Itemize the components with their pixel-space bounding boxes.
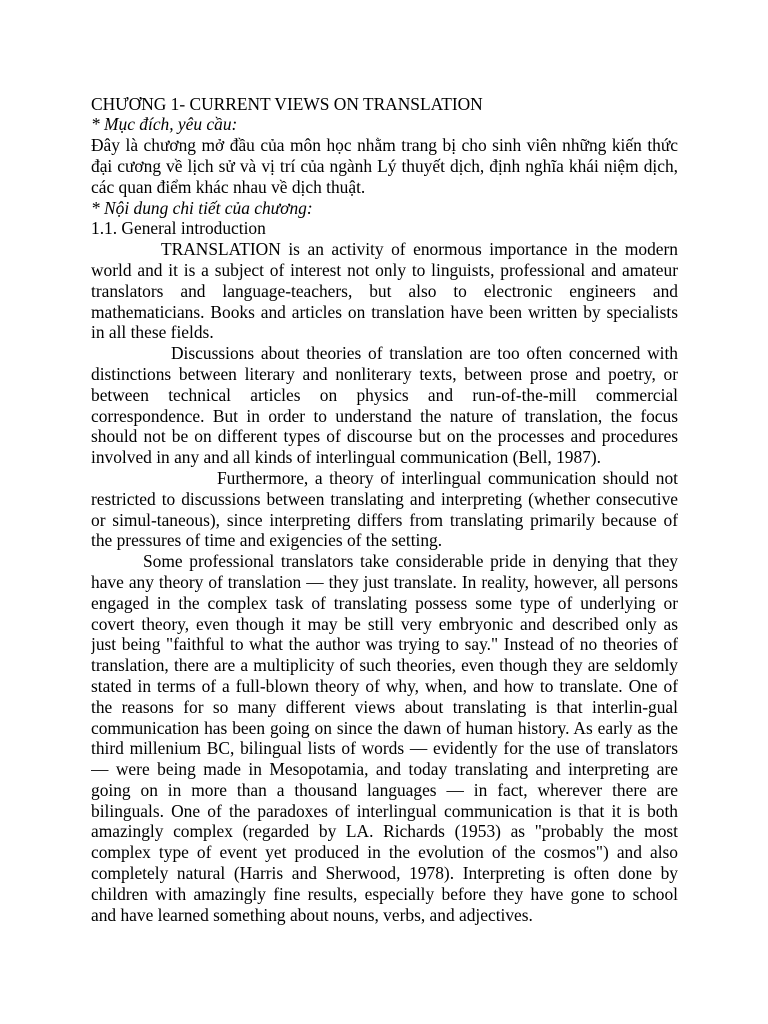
text-line: Some professional translators take considerable pride in denying that they [143, 551, 678, 572]
text-line: TRANSLATION is an activity of enormous importance in the modern [161, 239, 678, 260]
text-line: translators and language-teachers, but also to electronic engineers and [91, 280, 678, 301]
objectives-label: * Mục đích, yêu cầu: [91, 114, 238, 135]
text-line: completely natural (Harris and Sherwood, 1978). Interpreting is often done by [91, 863, 678, 884]
text-line: amazingly complex (regarded by LA. Richards (1953) as "probably the most [91, 821, 678, 842]
text-line: stated in terms of a full-blown theory of why, when, and how to translate. One of [91, 675, 678, 696]
objectives-paragraph [91, 135, 678, 197]
chapter-heading: CHƯƠNG 1- CURRENT VIEWS ON TRANSLATION [91, 93, 483, 114]
text-line: Đây là chương mở đầu của môn học nhằm trang bị cho sinh viên những kiến thức [91, 135, 678, 156]
body-paragraph-1 [91, 239, 678, 343]
text-line: the reasons for so many different views about translating is that interlin-gual [91, 696, 678, 717]
text-line: should not be on different types of discourse but on the processes and procedures [91, 426, 678, 447]
text-line: the pressures of time and exigencies of the setting. [91, 530, 443, 551]
document-body [91, 94, 678, 926]
body-paragraph-4 [91, 551, 678, 925]
text-line: communication has been going on since the dawn of human history. As early as the [91, 717, 678, 738]
text-line: translation, there are a multiplicity of such theories, even though they are seldomly [91, 655, 678, 676]
text-line: distinctions between literary and nonliterary texts, between prose and poetry, or [91, 363, 678, 384]
text-line: third millenium BC, bilingual lists of words — evidently for the use of translators [91, 738, 678, 759]
body-paragraph-2 [91, 343, 678, 468]
text-line: complex type of event yet produced in the evolution of the cosmos") and also [91, 842, 678, 863]
text-line: restricted to discussions between translating and interpreting (whether consecutive [91, 488, 678, 509]
text-line: involved in any and all kinds of interlingual communication (Bell, 1987). [91, 447, 602, 468]
text-line: mathematicians. Books and articles on translation have been written by specialists [91, 301, 678, 322]
text-line: or simul-taneous), since interpreting differs from translating primarily because of [91, 509, 678, 530]
text-line: Discussions about theories of translation are too often concerned with [171, 343, 678, 364]
details-label: * Nội dung chi tiết của chương: [91, 197, 313, 218]
text-line: just being "faithful to what the author was trying to say." Instead of no theories of [91, 634, 678, 655]
text-line: world and it is a subject of interest not only to linguists, professional and amateur [91, 259, 678, 280]
section-title: 1.1. General introduction [91, 218, 266, 239]
text-line: children with amazingly fine results, especially before they have gone to school [91, 883, 678, 904]
body-paragraph-3 [91, 468, 678, 551]
text-line: — were being made in Mesopotamia, and today translating and interpreting are [91, 759, 678, 780]
text-line: bilinguals. One of the paradoxes of interlingual communication is that it is both [91, 800, 678, 821]
text-line: and have learned something about nouns, verbs, and adjectives. [91, 904, 533, 925]
text-line: Furthermore, a theory of interlingual communication should not [217, 467, 678, 488]
text-line: in all these fields. [91, 322, 214, 343]
text-line: between technical articles on physics and run-of-the-mill commercial [91, 384, 678, 405]
text-line: going on in more than a thousand languages — in fact, wherever there are [91, 779, 678, 800]
text-line: correspondence. But in order to understand the nature of translation, the focus [91, 405, 678, 426]
text-line: đại cương về lịch sử và vị trí của ngành Lý thuyết dịch, định nghĩa khái niệm dịch, [91, 155, 678, 176]
text-line: covert theory, even though it may be still very embryonic and described only as [91, 613, 678, 634]
text-line: engaged in the complex task of translating possess some type of underlying or [91, 592, 678, 613]
text-line: các quan điểm khác nhau về dịch thuật. [91, 176, 366, 197]
text-line: have any theory of translation — they just translate. In reality, however, all persons [91, 571, 678, 592]
